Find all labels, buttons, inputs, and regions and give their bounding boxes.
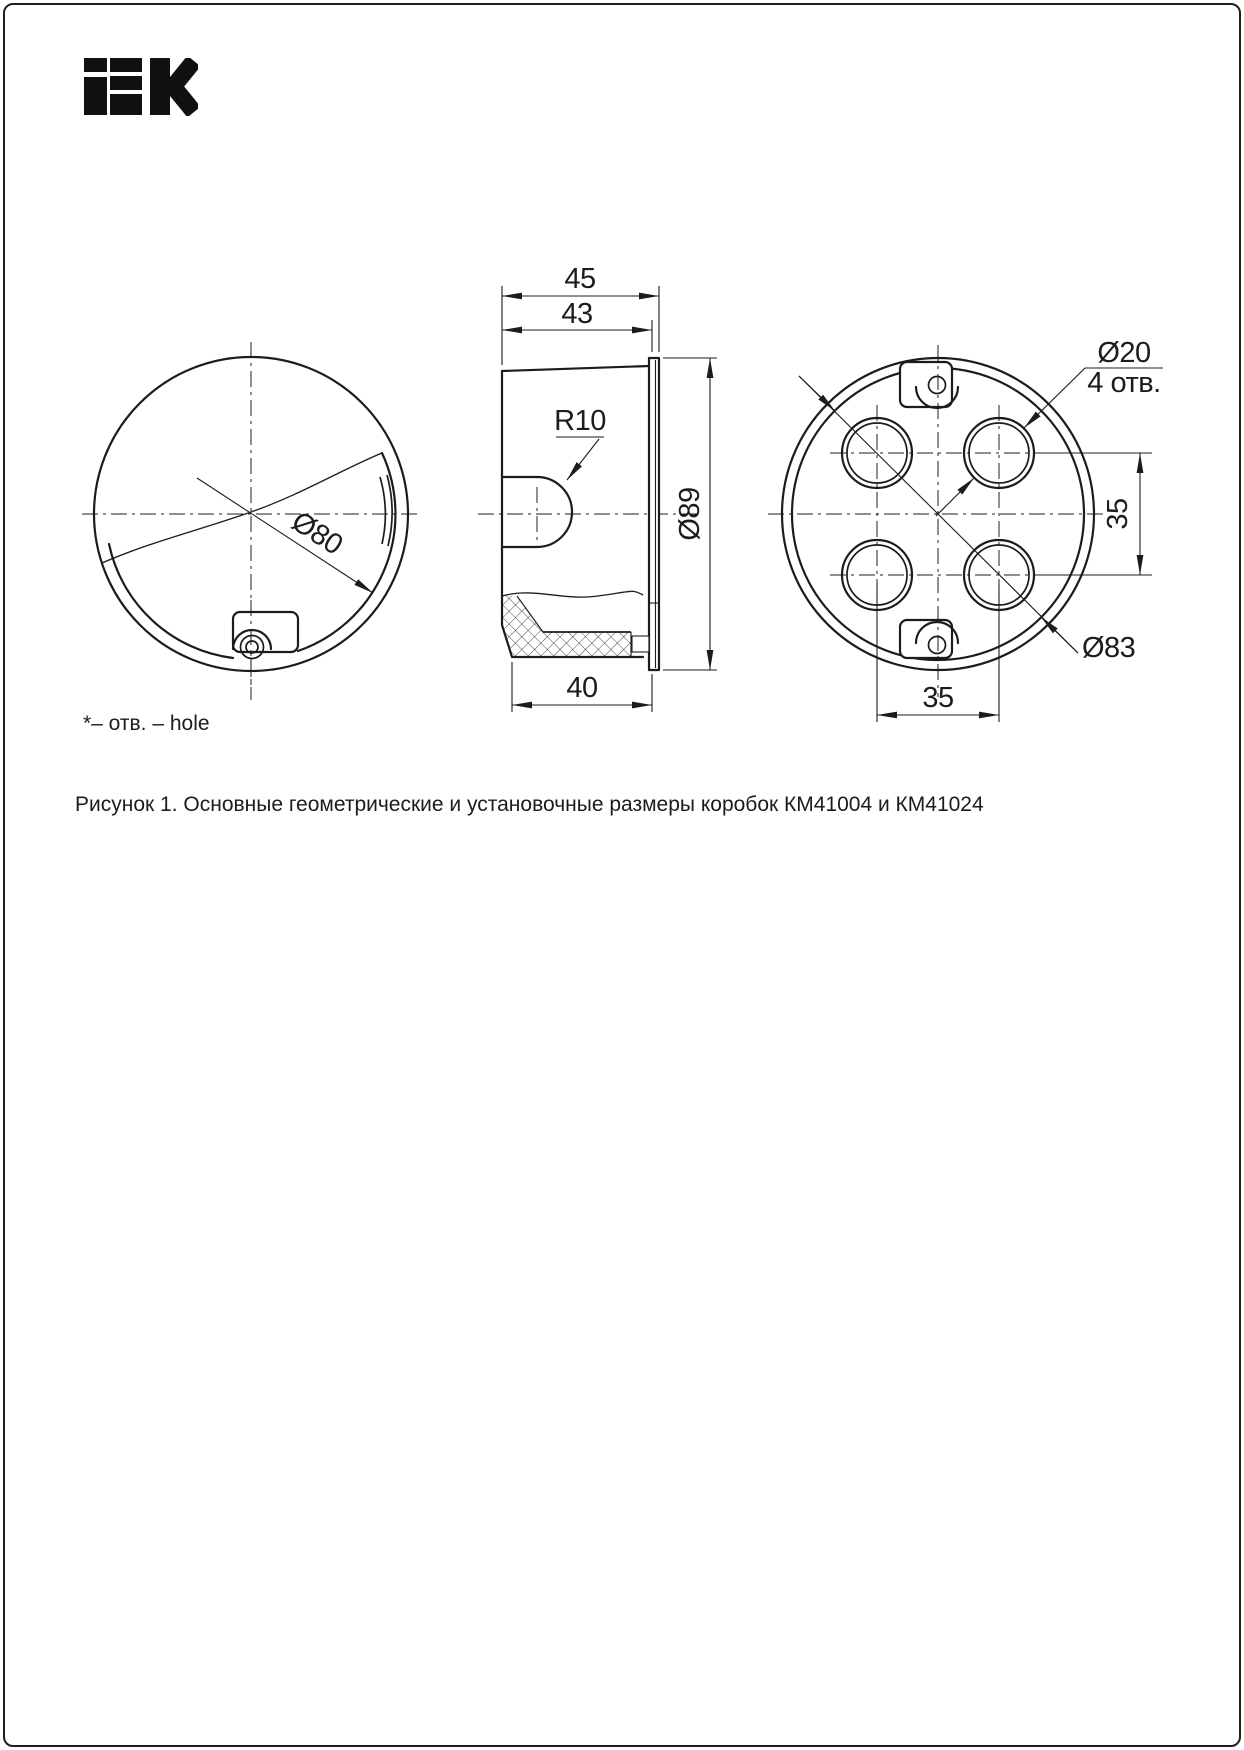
front-view-slot-arc-inner — [380, 477, 385, 544]
dim83-arrow-upper — [799, 376, 835, 411]
section-view — [478, 263, 717, 712]
dim89-label: Ø89 — [674, 487, 706, 541]
section-flange — [649, 358, 659, 670]
footnote: *– отв. – hole — [83, 712, 210, 735]
rear-view — [768, 337, 1163, 722]
front-view-inner-wall-arc-left — [109, 544, 233, 658]
radius-leader — [567, 439, 599, 480]
dim20-label: Ø20 — [1097, 337, 1151, 369]
front-view-slot-arc-outer — [387, 475, 392, 546]
section-hatch-body — [502, 596, 631, 657]
front-view — [82, 342, 420, 700]
figure-caption: Рисунок 1. Основные геометрические и установочные размеры коробок КМ41004 и КМ41024 — [75, 793, 984, 816]
rear-top-tab — [900, 362, 952, 407]
dim43-label: 43 — [561, 298, 593, 330]
dim20-inner-arrow — [936, 478, 974, 516]
section-knockout-step — [632, 636, 649, 652]
section-top-edge — [502, 366, 649, 371]
dim40-label: 40 — [566, 672, 598, 704]
dim83-label: Ø83 — [1082, 632, 1136, 664]
dim35v-label: 35 — [1102, 498, 1134, 530]
dim83-arrow-lower — [1041, 617, 1078, 653]
dim35h-label: 35 — [922, 682, 954, 714]
dim20-leader — [1024, 368, 1085, 428]
front-diameter-label: Ø80 — [285, 505, 348, 562]
hole-count-label: 4 отв. — [1087, 367, 1161, 399]
section-break-line — [502, 591, 643, 597]
dim45-label: 45 — [564, 263, 596, 295]
radius-label: R10 — [554, 405, 606, 437]
